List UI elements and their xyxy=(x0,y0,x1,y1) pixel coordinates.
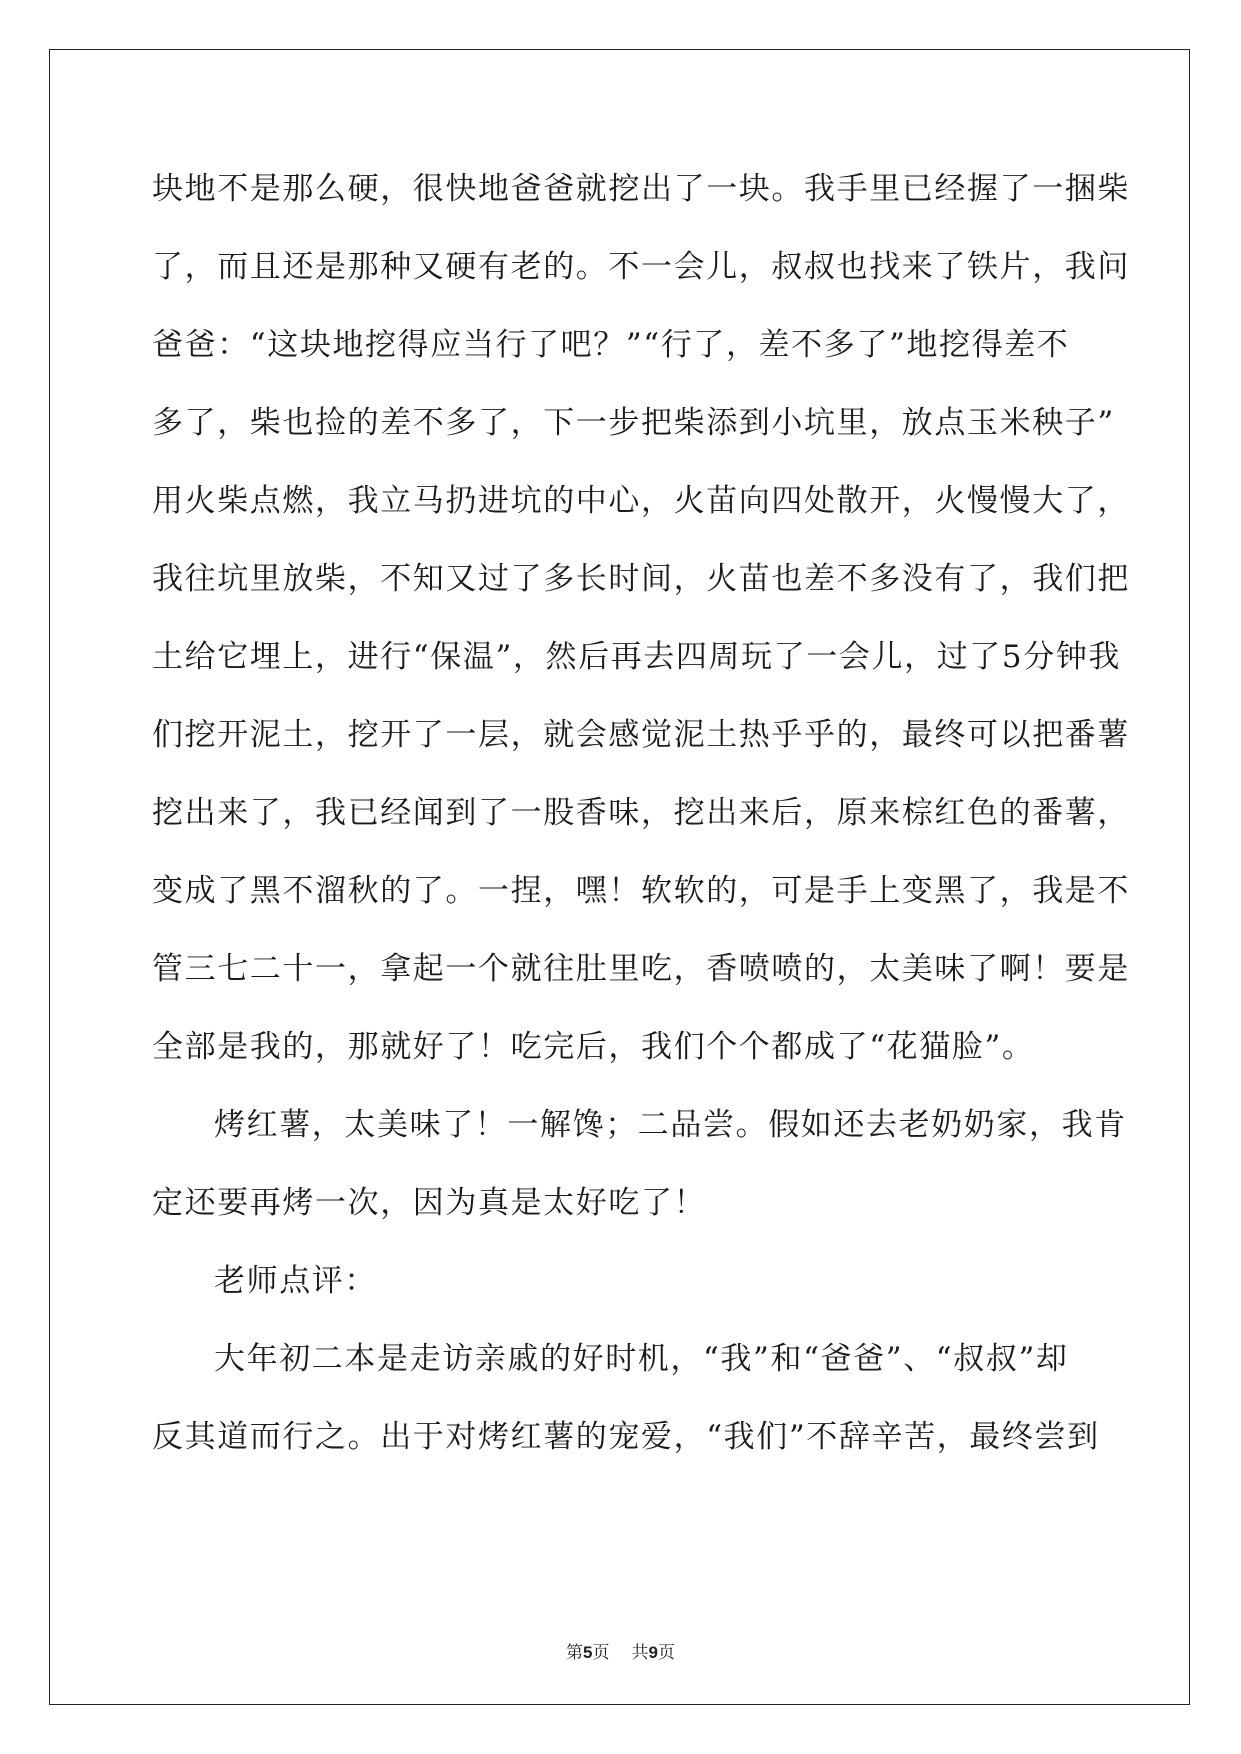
text-line: 挖出来了，我已经闻到了一股香味，挖出来后，原来棕红色的番薯， xyxy=(152,795,1130,831)
document-body xyxy=(152,150,1130,1476)
text-line: 了，而且还是那种又硬有老的。不一会儿，叔叔也找来了铁片，我问 xyxy=(152,249,1130,285)
text-line: 们挖开泥土，挖开了一层，就会感觉泥土热乎乎的，最终可以把番薯 xyxy=(152,717,1130,753)
text-line: 土给它埋上，进行“保温”，然后再去四周玩了一会儿，过了5分钟我 xyxy=(152,639,1122,675)
text-line: 爸爸：“这块地挖得应当行了吧？”“行了，差不多了”地挖得差不 xyxy=(152,327,1070,363)
teacher-comment-heading: 老师点评： xyxy=(214,1263,377,1299)
text-line: 全部是我的，那就好了！吃完后，我们个个都成了“花猫脸”。 xyxy=(152,1029,1035,1065)
text-line: 定还要再烤一次，因为真是太好吃了！ xyxy=(152,1185,707,1221)
text-line: 变成了黑不溜秋的了。一捏，嘿！软软的，可是手上变黑了，我是不 xyxy=(152,873,1130,909)
footer-total-prefix: 共 xyxy=(631,1643,649,1663)
footer-prefix: 第 xyxy=(566,1643,584,1663)
text-line: 反其道而行之。出于对烤红薯的宠爱，“我们”不辞辛苦，最终尝到 xyxy=(152,1419,1100,1455)
text-line: 我往坑里放柴，不知又过了多长时间，火苗也差不多没有了，我们把 xyxy=(152,561,1130,597)
footer-total-suffix: 页 xyxy=(657,1643,675,1663)
footer-page-suffix: 页 xyxy=(592,1643,610,1663)
text-line: 用火柴点燃，我立马扔进坑的中心，火苗向四处散开，火慢慢大了， xyxy=(152,483,1130,519)
text-line: 管三七二十一，拿起一个就往肚里吃，香喷喷的，太美味了啊！要是 xyxy=(152,951,1130,987)
paragraph-start-line: 烤红薯，太美味了！一解馋；二品尝。假如还去老奶奶家，我肯 xyxy=(214,1107,1127,1143)
total-pages: 9 xyxy=(648,1643,658,1662)
paragraph-start-line: 大年初二本是走访亲戚的好时机，“我”和“爸爸”、“叔叔”却 xyxy=(214,1341,1069,1377)
page-footer xyxy=(0,1638,1241,1663)
text-line: 多了，柴也捡的差不多了，下一步把柴添到小坑里，放点玉米秧子” xyxy=(152,405,1115,441)
page-number: 5 xyxy=(583,1643,593,1662)
text-line: 块地不是那么硬，很快地爸爸就挖出了一块。我手里已经握了一捆柴 xyxy=(152,171,1130,207)
